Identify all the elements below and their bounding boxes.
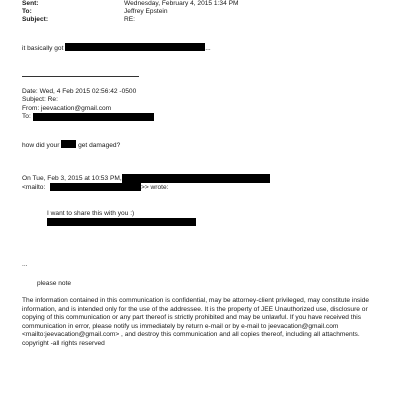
reply-intro-line2 — [22, 184, 45, 192]
reply-intro-wrote: >> wrote: — [141, 184, 169, 191]
quoted-date: Date: Wed, 4 Feb 2015 02:56:42 -0500 — [22, 88, 137, 95]
redaction-bar — [61, 140, 76, 148]
quote-divider — [22, 76, 139, 77]
quoted-to — [22, 113, 31, 121]
question-line — [22, 140, 120, 150]
sent-value: Wednesday, February 4, 2015 1:34 PM — [124, 0, 239, 7]
body-line — [22, 43, 211, 53]
subject-label: Subject: — [22, 16, 49, 23]
redaction-bar — [50, 183, 141, 191]
mailto-prefix: <mailto: — [22, 184, 46, 191]
question-suffix: get damaged? — [78, 142, 121, 149]
sent-label: Sent: — [22, 0, 39, 7]
redaction-bar — [33, 113, 154, 121]
redaction-bar — [47, 218, 196, 226]
ellipsis: ... — [22, 261, 28, 268]
body-line-suffix: ... — [205, 45, 211, 52]
please-note: please note — [37, 280, 72, 287]
to-label: To: — [22, 8, 32, 15]
quoted-to-label: To: — [22, 113, 31, 120]
quoted-from: From: jeevacation@gmail.com — [22, 105, 112, 112]
question-prefix: how did your — [22, 142, 60, 149]
subject-value: RE: — [124, 16, 135, 23]
redaction-bar — [122, 174, 270, 183]
redaction-bar — [65, 43, 205, 51]
body-line-prefix: it basically got — [22, 45, 64, 52]
quoted-subject: Subject: Re: — [22, 96, 58, 103]
confidentiality-disclaimer: The information contained in this communication is confidential, may be attorney-client privileged, may constitute inside information, and is intended only for the use of the addressee. It is the property of JEE Unauthorized use, disclosure or copying of this communication or any part thereof is strictly prohibited and may be unlawful. If you have received this communication in error, please notify us immediately by return e-mail or by e-mail to jeevacation@gmail.com <mailto:jeevacation@gmail.com> , and destroy this communication and all copies thereof, including all attachments. copyright -all rights reserved — [22, 297, 370, 347]
share-text: I want to share this with you :) — [47, 210, 135, 217]
to-value: Jeffrey Epstein — [124, 8, 168, 15]
reply-intro-line1: On Tue, Feb 3, 2015 at 10:53 PM, — [22, 175, 122, 182]
